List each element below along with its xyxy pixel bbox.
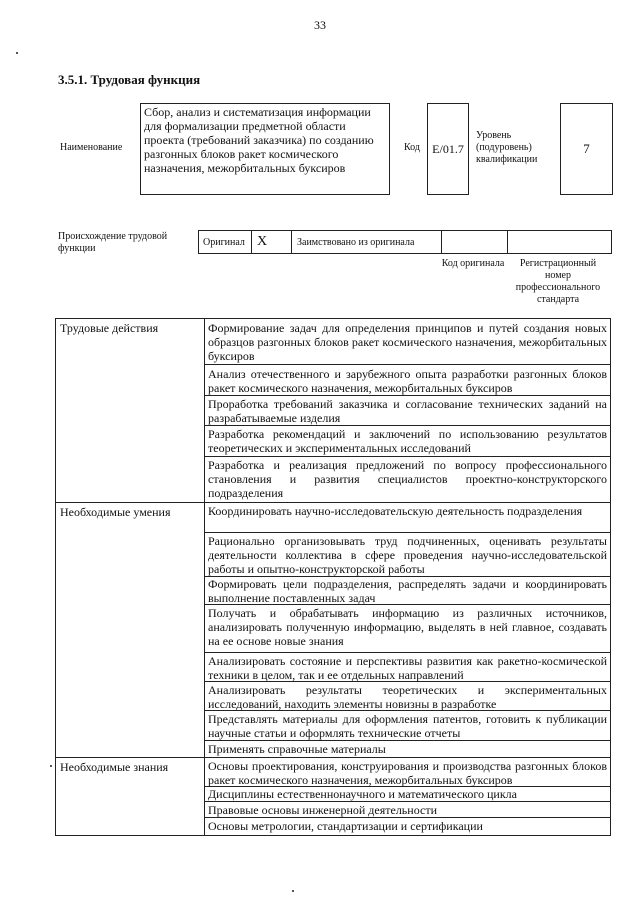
knowledge-item: Основы проектирования, конструирования и производства разгонных блоков ракет космического назначения, межорбитальных буксиров — [208, 759, 607, 787]
skill-item: Получать и обрабатывать информацию из различных источников, анализировать полученную информацию, выделять в ней главное, создавать на ее основе новые знания — [208, 606, 607, 648]
labor-actions-title: Трудовые действия — [60, 321, 159, 335]
skill-item: Представлять материалы для оформления патентов, готовить к публикации научные статьи и оформлять технические отчеты — [208, 712, 607, 740]
qualification-level-box: 7 — [560, 103, 613, 195]
labor-action-item: Разработка и реализация предложений по вопросу профессионального становления и развития специалистов проектно-конструкторского подразделения — [208, 458, 607, 500]
knowledge-item: Основы метрологии, стандартизации и сертификации — [208, 819, 483, 833]
registration-number-caption: Регистрационный номер профессионального стандарта — [515, 258, 601, 305]
skill-item: Анализировать результаты теоретических и экспериментальных исследований, находить элементы новизны в разработке — [208, 683, 607, 711]
skill-item: Координировать научно-исследовательскую деятельность подразделения — [208, 504, 583, 518]
labor-action-item: Анализ отечественного и зарубежного опыта разработки разгонных блоков ракет космического назначения, межорбитальных буксиров — [208, 367, 607, 395]
origin-label: Происхождение трудовой функции — [58, 231, 168, 254]
function-name-box: Сбор, анализ и систематизация информации для формализации предметной области проекта (требований заказчика) по созданию разгонных блоков ракет космического назначения, межорбитальных буксиров — [140, 103, 390, 195]
skill-item: Рационально организовывать труд подчиненных, оценивать результаты деятельности коллектива в сфере проведения научно-исследовательской работы и опытно-конструкторской работы — [208, 534, 607, 576]
section-heading: 3.5.1. Трудовая функция — [58, 72, 201, 87]
code-label: Код — [404, 142, 420, 153]
labor-action-item: Формирование задач для определения принципов и путей создания новых образцов разгонных блоков ракет космического назначения, межорбитальных буксиров — [208, 321, 607, 363]
qualification-level-label: Уровень (подуровень) квалификации — [476, 130, 538, 165]
skills-title: Необходимые умения — [60, 505, 171, 519]
scan-speck — [16, 52, 18, 54]
original-label: Оригинал — [203, 237, 245, 248]
origin-table — [198, 230, 612, 254]
page-number: 33 — [314, 18, 326, 32]
labor-action-item: Разработка рекомендаций и заключений по использованию результатов теоретических и экспериментальных исследований — [208, 427, 607, 455]
skill-item: Анализировать состояние и перспективы развития как ракетно-космической техники в целом, так и ее отдельных направлений — [208, 654, 607, 682]
skill-item: Применять справочные материалы — [208, 742, 386, 756]
labor-action-item: Проработка требований заказчика и согласование технических заданий на разрабатываемые изделия — [208, 397, 607, 425]
original-mark: X — [257, 234, 268, 249]
skill-item: Формировать цели подразделения, распределять задачи и координировать выполнение поставленных задач — [208, 577, 607, 605]
knowledge-title: Необходимые знания — [60, 760, 169, 774]
scan-speck — [50, 765, 52, 767]
naimenovanie-label: Наименование — [60, 142, 123, 153]
borrowed-label: Заимствовано из оригинала — [297, 237, 415, 248]
code-value-box: E/01.7 — [427, 103, 469, 195]
scan-speck — [292, 890, 294, 892]
code-original-caption: Код оригинала — [441, 258, 505, 269]
knowledge-item: Правовые основы инженерной деятельности — [208, 803, 437, 817]
knowledge-item: Дисциплины естественнонаучного и математического цикла — [208, 787, 517, 801]
